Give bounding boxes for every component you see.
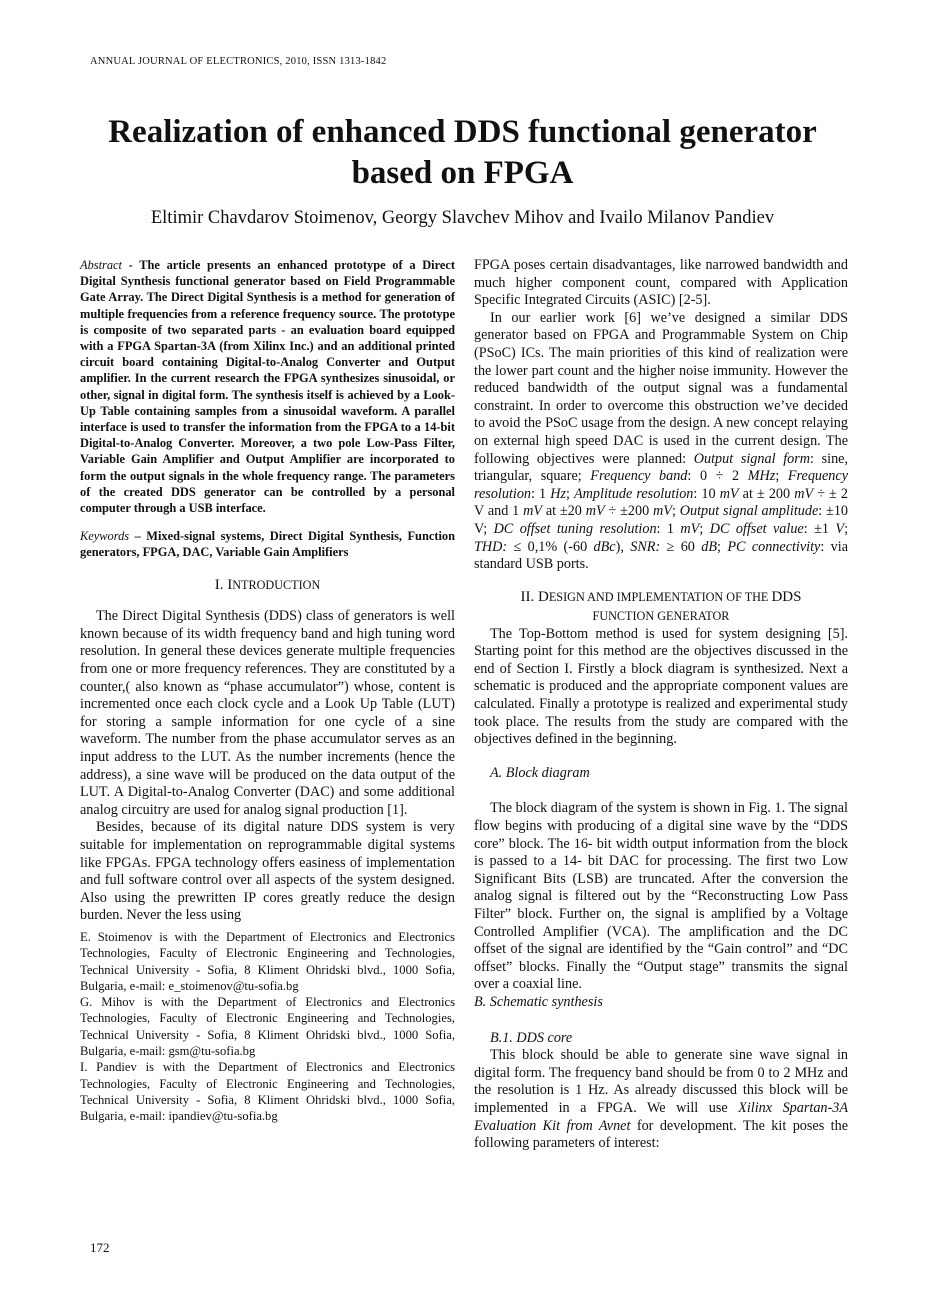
keywords bbox=[80, 528, 455, 560]
section2-line-2: FUNCTION GENERATOR bbox=[592, 608, 730, 623]
obj-freq-band-unit: MHz bbox=[747, 468, 776, 485]
dds-core-kit: Xilinx Spartan-3A Evaluation Kit from Avnet bbox=[474, 1099, 848, 1134]
abstract-label: Abstract bbox=[80, 258, 122, 272]
obj-freq-band-value: : 0 ÷ 2 bbox=[687, 468, 748, 485]
obj-thd-label: THD: bbox=[474, 538, 508, 555]
paper-title bbox=[60, 112, 865, 194]
obj-snr-unit: dB bbox=[701, 538, 718, 555]
obj-output-form-label: Output signal form bbox=[693, 450, 810, 467]
author-footnotes bbox=[80, 929, 455, 1125]
obj-pc-value: : via standard USB ports. bbox=[474, 538, 848, 573]
obj-pc-label: PC connectivity bbox=[727, 538, 821, 555]
obj-dc-val-label: DC offset value bbox=[709, 520, 804, 537]
obj-freq-band-label: Frequency band bbox=[590, 468, 688, 485]
obj-freq-res-unit: Hz bbox=[550, 485, 566, 502]
journal-header: ANNUAL JOURNAL OF ELECTRONICS, 2010, ISSN 1313-1842 bbox=[90, 56, 387, 67]
obj-amp-res-mid3: at ±20 bbox=[542, 503, 586, 520]
obj-amp-res-mid4: ÷ ±200 bbox=[604, 503, 654, 520]
footnote-mihov: G. Mihov is with the Department of Electronics and Electronics Technologies, Faculty of Electronic Engineering and Technologies, Technical University - Sofia, 8 Kliment Ohridski blvd., 1000 Sofia, Bulgaria, e-mail: gsm@tu-sofia.bg bbox=[80, 995, 455, 1059]
block-diagram-paragraph: The block diagram of the system is shown in Fig. 1. The signal flow begins with producing of a digital sine wave by the “DDS core” block. The 16- bit width output information from the block is passed to a 14- bit DAC for processing. The first two Low Significant Bits (LSB) are truncated. After the conversion the analog signal is filtered out by the “Reconstructing Low Pass Filter” block. Further on, the signal is amplified by a Voltage Controlled Amplifier (VCA). The amplification and the DC offset of the signal are identified by the “Gain control” and “DC offset” blocks. Finally the “Output stage” transmits the signal over a coaxial line. bbox=[474, 800, 848, 993]
left-column bbox=[80, 257, 455, 1125]
obj-snr-end: ; bbox=[717, 538, 728, 555]
section2-dds: DDS bbox=[771, 588, 802, 605]
footnote-stoimenov: E. Stoimenov is with the Department of Electronics and Electronics Technologies, Faculty of Electronic Engineering and Technologies, Technical University - Sofia, 8 Kliment Ohridski blvd., 1000 Sofia, Bulgaria, e-mail: e_stoimenov@tu-sofia.bg bbox=[80, 929, 455, 993]
subsection-schematic-synthesis: B. Schematic synthesis bbox=[474, 993, 603, 1010]
obj-freq-res-value: : 1 bbox=[531, 485, 551, 502]
page-number: 172 bbox=[90, 1240, 110, 1255]
continued-paragraph: FPGA poses certain disadvantages, like narrowed bandwidth and much higher component count, compared with Application Specific Integrated Circuits (ASIC) [2-5]. bbox=[474, 257, 848, 309]
obj-out-amp-label: Output signal amplitude bbox=[679, 503, 819, 520]
section2-number: II. D bbox=[520, 588, 549, 605]
section-heading-design bbox=[474, 588, 848, 626]
obj-amp-res-value: : 10 bbox=[693, 485, 720, 502]
authors: Eltimir Chavdarov Stoimenov, Georgy Slavchev Mihov and Ivailo Milanov Pandiev bbox=[150, 208, 775, 228]
section2-title: ESIGN AND IMPLEMENTATION OF THE bbox=[548, 589, 772, 604]
obj-out-amp-value: : ±10 V; bbox=[474, 503, 849, 537]
earlier-work-text: In our earlier work [6] we’ve designed a similar DDS generator based on FPGA and Programmable System on Chip (PSoC) ICs. The main priorities of this kind of realization were the lower part count and the higher noise immunity. However the reduced bandwidth of the output signal was a fundamental constraint. In order to overcome this obstruction we’ve decided to avoid the PSoC usage from the design. A new concept relaying on external high speed DAC is used in the current design. The following objectives were planned: bbox=[474, 309, 848, 467]
section2-line-1 bbox=[474, 588, 848, 607]
obj-thd-unit: dBc bbox=[593, 538, 616, 555]
abstract bbox=[80, 257, 455, 516]
right-column bbox=[474, 257, 848, 1153]
subsection-dds-core: B.1. DDS core bbox=[490, 1029, 573, 1046]
obj-dc-res-end: ; bbox=[699, 520, 710, 537]
dds-core-end: for development. The kit poses the following parameters of interest: bbox=[474, 1117, 848, 1152]
obj-amp-res-unit2: mV bbox=[794, 485, 814, 502]
obj-sep: ; bbox=[775, 468, 788, 485]
obj-freq-res-label: Frequency resolution bbox=[474, 468, 848, 502]
obj-dc-val-unit: V bbox=[835, 520, 845, 537]
title-line-1: Realization of enhanced DDS functional generator bbox=[108, 114, 817, 150]
title-line-2: based on FPGA bbox=[351, 155, 574, 191]
obj-dc-res-value: : 1 bbox=[656, 520, 681, 537]
obj-amp-res-mid: at ± 200 bbox=[738, 485, 795, 502]
obj-amp-res-unit5: mV bbox=[653, 503, 672, 520]
obj-thd-end: ), bbox=[615, 538, 631, 555]
intro-paragraph-1: The Direct Digital Synthesis (DDS) class of generators is well known because of its width frequency band and high tuning word resolution. In general these devices generate multiple frequencies from one or more frequency references. They are constituted by a counter,( also known as “phase accumulator”) whose, content is incremented once each clock cycle and a Look Up Table (LUT) for storing a sample information for one cycle of a sine waveform. The number from the phase accumulator serves as an input address to the LUT. As the number increments (hence the address), a sine wave will be produced on the data output of the LUT. A Digital-to-Analog Converter (DAC) and some additional analog circuitry are used for analog signal production [1]. bbox=[80, 608, 455, 818]
dds-core-text: This block should be able to generate sine wave signal in digital form. The frequency band should be from 0 to 2 MHz and the resolution is 1 Hz. As already discussed this block will be implemented in a FPGA. We will use bbox=[474, 1047, 848, 1116]
topbottom-paragraph: The Top-Bottom method is used for system designing [5]. Starting point for this method are the objectives discussed in the end of Section I. Firstly a block diagram is synthesized. Next a schematic is produced and the appropriate component values are calculated. Finally a prototype is realized and experimental study took place. The results from the study are compared with the objectives defined in the beginning. bbox=[474, 625, 848, 748]
footnote-pandiev: I. Pandiev is with the Department of Electronics and Electronics Technologies, Faculty of Electronic Engineering and Technologies, Technical University - Sofia, 8 Kliment Ohridski blvd., 1000 Sofia, Bulgaria, e-mail: ipandiev@tu-sofia.bg bbox=[80, 1060, 455, 1124]
keywords-text: – Mixed-signal systems, Direct Digital Synthesis, Function generators, FPGA, DAC, Variable Gain Amplifiers bbox=[80, 529, 455, 560]
section-title: NTRODUCTION bbox=[232, 577, 321, 592]
obj-amp-res-end: ; bbox=[671, 503, 680, 520]
earlier-work-paragraph bbox=[474, 310, 848, 574]
keywords-label: Keywords bbox=[80, 529, 130, 544]
obj-amp-res-unit: mV bbox=[719, 485, 739, 502]
obj-dc-val-end: ; bbox=[844, 520, 849, 537]
obj-output-form-value: : sine, triangular, square; bbox=[474, 450, 849, 485]
obj-amp-res-unit4: mV bbox=[585, 503, 605, 520]
obj-snr-value: ≥ 60 bbox=[660, 538, 702, 555]
obj-thd-value: ≤ 0,1% (-60 bbox=[507, 538, 594, 555]
obj-amp-res-mid2: ÷ ± 2 V and 1 bbox=[474, 485, 848, 520]
section-heading-introduction bbox=[80, 577, 455, 595]
obj-amp-res-unit3: mV bbox=[523, 503, 542, 520]
subsection-block-diagram: A. Block diagram bbox=[490, 764, 590, 781]
obj-sep: ; bbox=[565, 485, 574, 502]
obj-dc-res-unit: mV bbox=[680, 520, 700, 537]
obj-amp-res-label: Amplitude resolution bbox=[574, 485, 694, 502]
section-number: I. I bbox=[214, 576, 233, 593]
obj-dc-res-label: DC offset tuning resolution bbox=[493, 520, 657, 537]
dds-core-paragraph bbox=[474, 1047, 848, 1153]
obj-dc-val-value: : ±1 bbox=[803, 520, 836, 537]
abstract-text: - The article presents an enhanced prototype of a Direct Digital Synthesis functional generator based on Field Programmable Gate Array. The Direct Digital Synthesis is a method for generation of multiple frequencies from a reference frequency source. The prototype is composite of two separated parts - an evaluation board equipped with a FPGA Spartan-3A (from Xilinx Inc.) and an additional printed circuit board containing Digital-to-Analog Converter and Output amplifier. In the current research the FPGA synthesizes sinusoidal, or other, signal in digital form. The synthesis itself is achieved by a Look-Up Table containing samples from a sinusoidal waveform. A parallel interface is used to transfer the information from the FPGA to a 14-bit Digital-to-Analog Converter. Moreover, a two pole Low-Pass Filter, Variable Gain Amplifier and Output Amplifier are incorporated to form the output signals in the whole frequency range. The parameters of the created DDS generator can be controlled by a personal computer through a USB interface. bbox=[80, 258, 455, 516]
obj-snr-label: SNR: bbox=[630, 538, 661, 555]
intro-paragraph-2: Besides, because of its digital nature DDS system is very suitable for implementation on reprogrammable digital systems like FPGAs. FPGA technology offers easiness of implementation and full software control over all aspects of the system designed. Also using the prewritten IP cores greatly reduce the design burden. Never the less using bbox=[80, 819, 455, 924]
